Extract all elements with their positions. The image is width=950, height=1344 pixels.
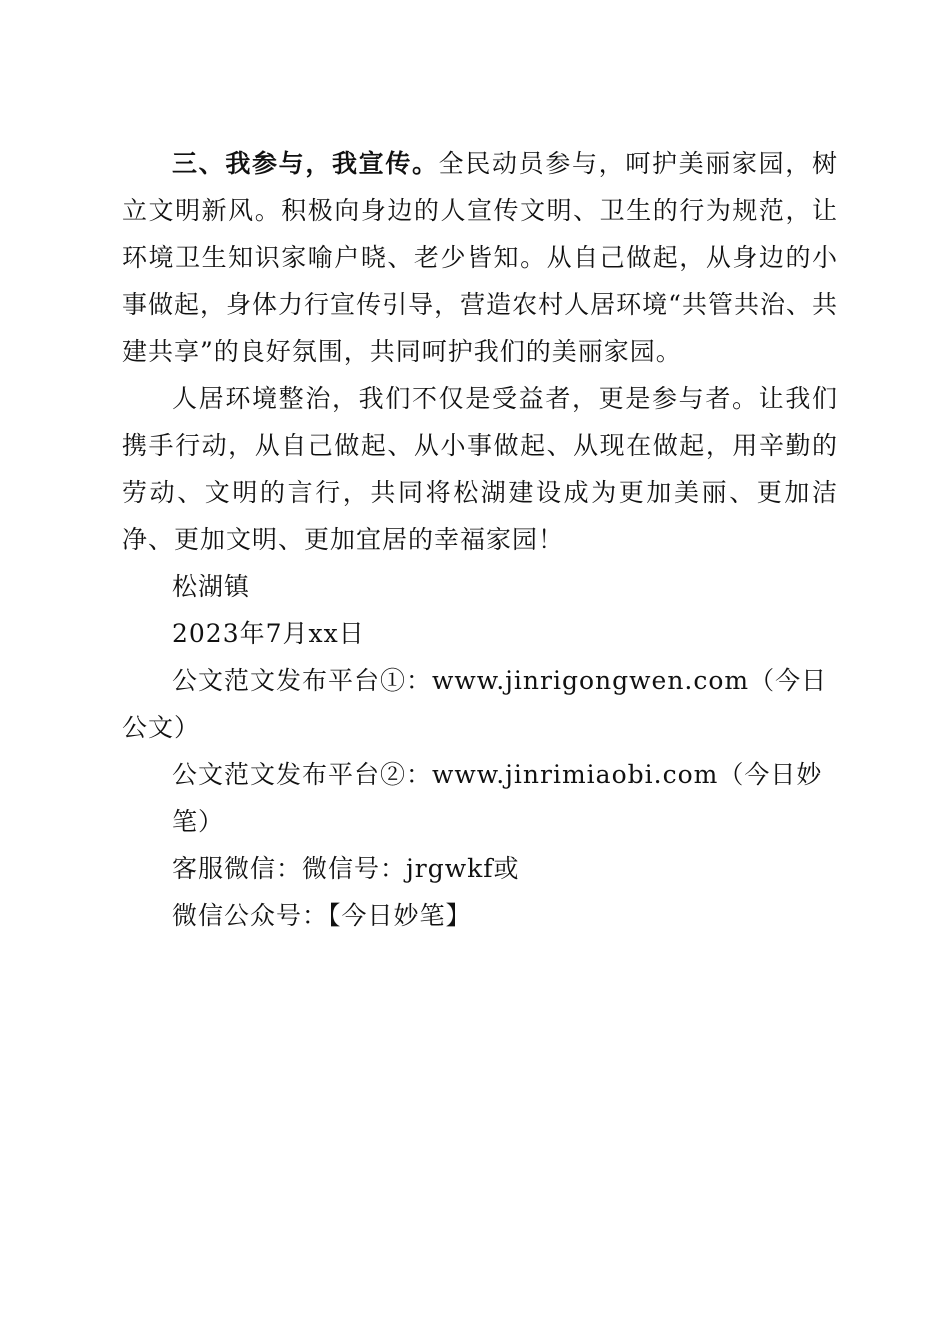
section-three-paragraph bbox=[122, 140, 838, 375]
official-account: 微信公众号：【今日妙笔】 bbox=[172, 901, 472, 930]
signature-org: 松湖镇 bbox=[172, 572, 251, 601]
document-page bbox=[122, 140, 838, 939]
platform-link-2[interactable]: 公文范文发布平台②：www.jinrimiaobi.com（今日妙笔） bbox=[172, 760, 823, 836]
platform-link-1[interactable]: 公文范文发布平台①：www.jinrigongwen.com（今日公文） bbox=[122, 666, 828, 742]
closing-paragraph: 人居环境整治，我们不仅是受益者，更是参与者。让我们携手行动，从自己做起、从小事做起、从现在做起，用辛勤的劳动、文明的言行，共同将松湖建设成为更加美丽、更加洁净、更加文明、更加宜居的幸福家园！ bbox=[122, 384, 838, 554]
service-wechat: 客服微信：微信号：jrgwkf或 bbox=[172, 854, 520, 883]
section-three-body: 全民动员参与，呵护美丽家园，树立文明新风。积极向身边的人宣传文明、卫生的行为规范，让环境卫生知识家喻户晓、老少皆知。从自己做起，从身边的小事做起，身体力行宣传引导，营造农村人居环境“共管共治、共建共享”的良好氛围，共同呵护我们的美丽家园。 bbox=[122, 149, 838, 366]
signature-date: 2023年7月xx日 bbox=[172, 619, 365, 648]
section-three-heading: 三、我参与，我宣传。 bbox=[172, 149, 439, 178]
